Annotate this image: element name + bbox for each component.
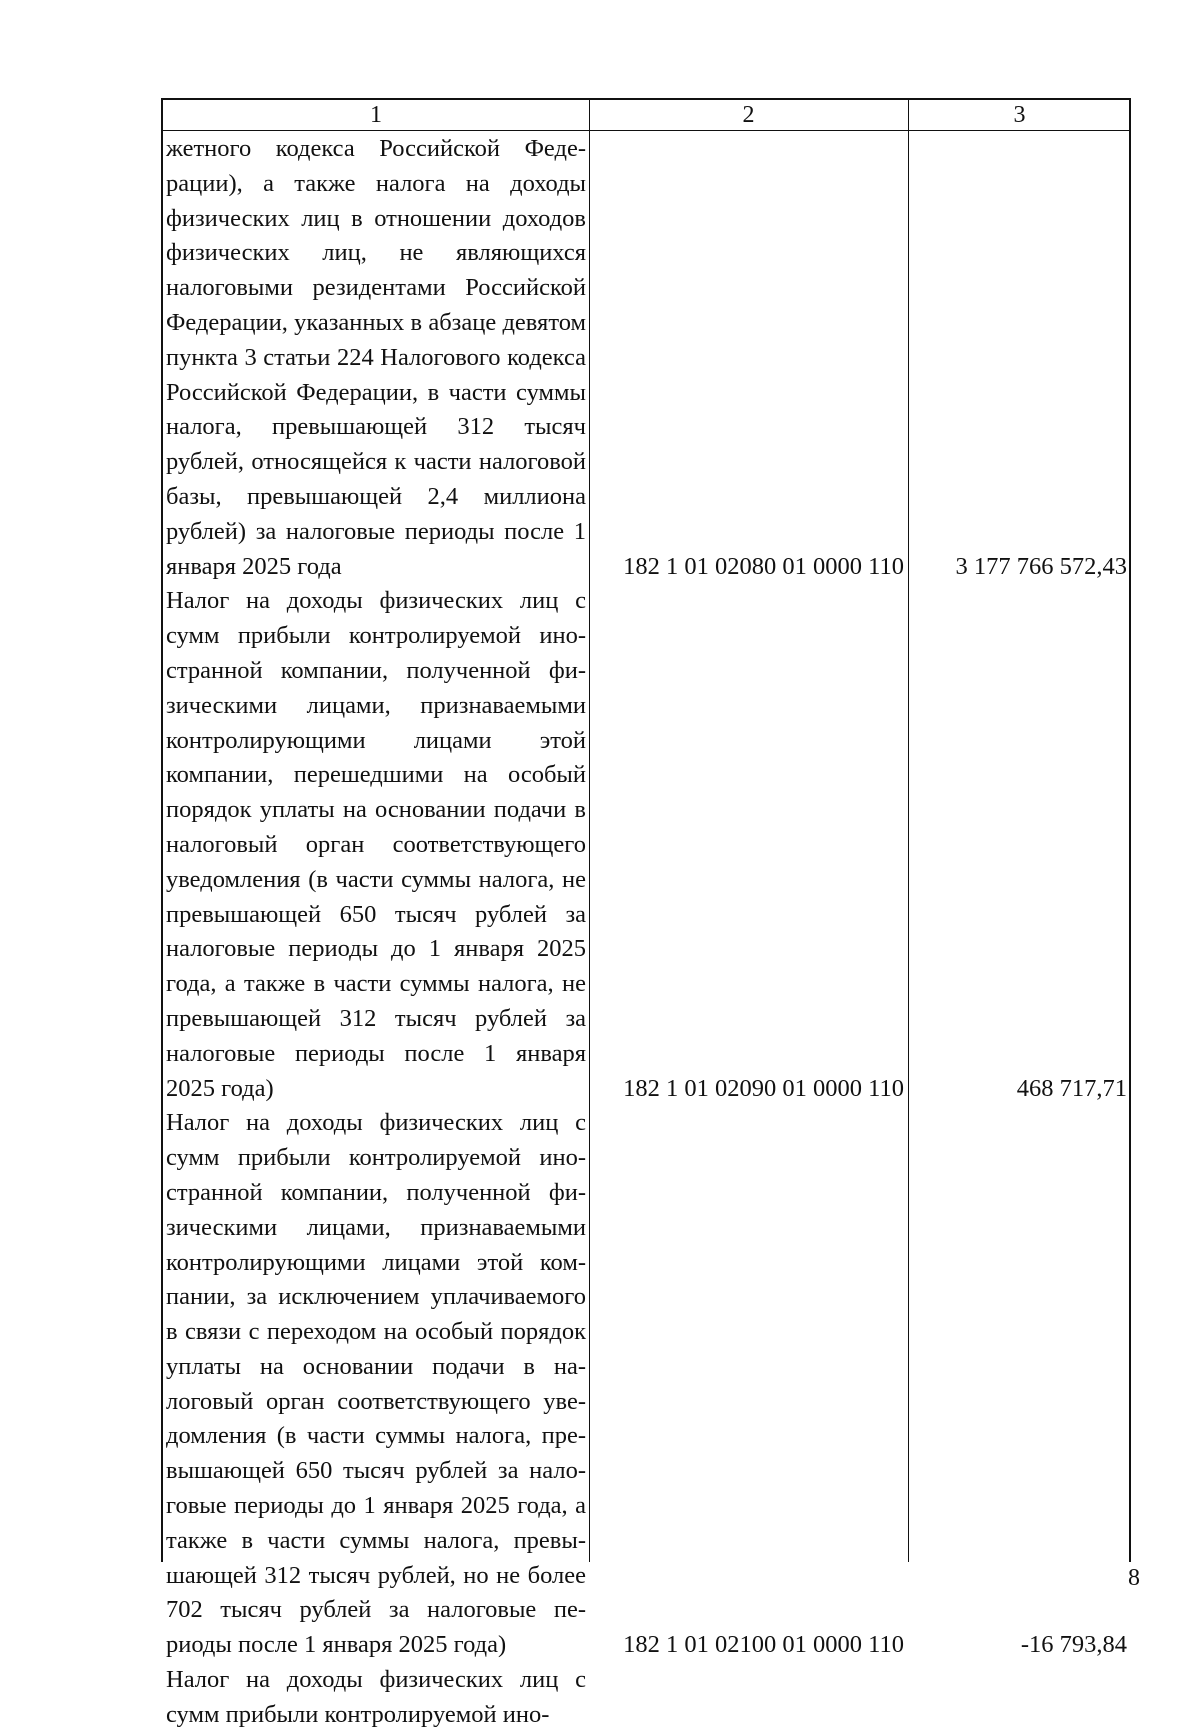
table-header-row: [163, 100, 1129, 131]
table-row: [163, 132, 1129, 584]
amount-value: 468 717,71: [1016, 1074, 1127, 1102]
table-row: [163, 1106, 1129, 1663]
budget-classification-code: 182 1 01 02100 01 0000 110: [623, 1631, 904, 1659]
page-number: 8: [1128, 1565, 1140, 1591]
amount-value: -16 793,84: [1020, 1631, 1127, 1659]
column-header-3: 3: [1013, 102, 1026, 128]
budget-revenue-table: [161, 98, 1131, 1728]
table-row: [163, 1663, 1129, 1733]
row-description: жетного кодекса Российской Федерации), а также налога на доходы физических лиц в отношении доходов физических лиц, не являющихся налоговыми резидентами Российской Федерации, указанных в абзаце девятом пункта 3 статьи 224 Налогового кодекса Российской Федерации, в части суммы налога, превышающей 312 тысяч рублей, относящейся к части налоговой базы, превышающей 2,4 миллиона рублей) за налоговые периоды после 1 января 2025 года: [166, 135, 586, 580]
table-body: [163, 132, 1129, 1733]
amount-value: [912, 1698, 1127, 1733]
table-row: [163, 584, 1129, 1106]
amount-value: 3 177 766 572,43: [955, 552, 1127, 580]
budget-classification-code: 182 1 01 02090 01 0000 110: [623, 1074, 904, 1102]
row-description: Налог на доходы физических лиц с сумм прибыли контролируемой ино-: [166, 1666, 586, 1728]
column-header-2: 2: [742, 102, 755, 128]
budget-classification-code: 182 1 01 02080 01 0000 110: [623, 552, 904, 580]
row-description: Налог на доходы физических лиц с сумм прибыли контролируемой иностранной компании, полученной физическими лицами, признаваемыми контролирующими лицами этой компании, перешедшими на особый порядок уплаты на основании подачи в налоговый орган соответствующего уведомления (в части суммы налога, не превышающей 650 тысяч рублей за налоговые периоды до 1 января 2025 года, а также в части суммы налога, не превышающей 312 тысяч рублей за налоговые периоды после 1 января 2025 года): [166, 587, 586, 1102]
column-header-1: 1: [370, 102, 382, 128]
budget-classification-code: [593, 1698, 904, 1733]
row-description: Налог на доходы физических лиц с сумм прибыли контролируемой иностранной компании, полученной физическими лицами, признаваемыми контролирующими лицами этой компании, за исключением уплачиваемого в связи с переходом на особый порядок уплаты на основании подачи в налоговый орган соответствующего уведомления (в части суммы налога, превышающей 650 тысяч рублей за налоговые периоды до 1 января 2025 года, а также в части суммы налога, превышающей 312 тысяч рублей, но не более 702 тысяч рублей за налоговые периоды после 1 января 2025 года): [166, 1109, 586, 1659]
